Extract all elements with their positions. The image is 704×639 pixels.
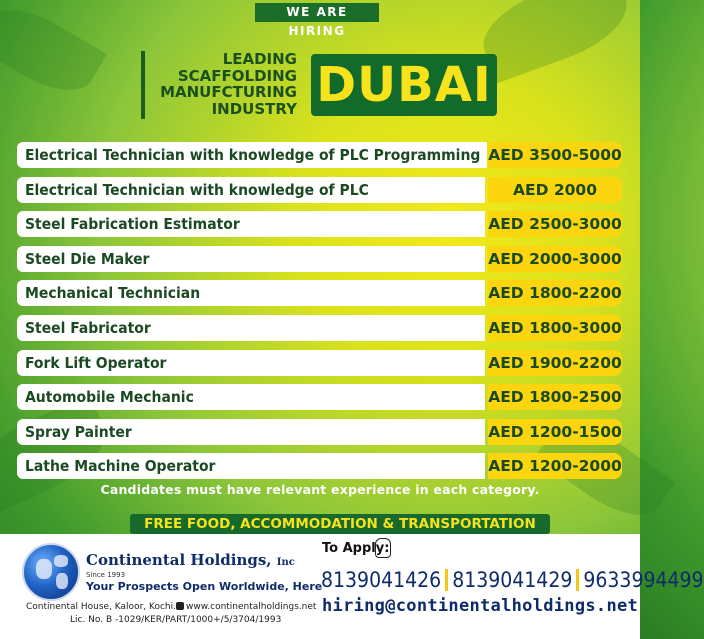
job-salary: AED 1800-2500 [488,384,622,410]
footer [0,534,704,639]
job-salary: AED 1200-1500 [488,419,622,445]
job-row [17,315,625,341]
job-row [17,384,625,410]
job-row [17,211,625,237]
benefits-banner: FREE FOOD, ACCOMMODATION & TRANSPORTATION [130,514,550,534]
company-website[interactable] [176,602,316,612]
job-salary: AED 2000 [488,177,622,203]
job-title: Fork Lift Operator [17,350,485,376]
we-are-hiring-tag: WE ARE HIRING [255,3,379,22]
job-title: Steel Fabrication Estimator [17,211,485,237]
globe-logo-icon [22,543,80,601]
job-row [17,142,625,168]
job-row [17,280,625,306]
phone-number[interactable]: 8139041426 [321,568,442,592]
job-title: Automobile Mechanic [17,384,485,410]
industry-heading [141,51,299,119]
industry-heading-line: MANUFCTURING [160,83,297,101]
phone-numbers [321,568,704,592]
company-suffix: Inc [276,557,295,568]
location-banner [311,54,497,116]
job-salary: AED 3500-5000 [488,142,622,168]
apply-label: To Apply: [322,541,390,556]
phone-number[interactable]: 8139041429 [452,568,573,592]
website-text[interactable]: www.continentalholdings.net [186,602,317,612]
job-salary: AED 1900-2200 [488,350,622,376]
job-row [17,350,625,376]
instagram-icon [176,602,184,610]
industry-heading-line: SCAFFOLDING [177,66,297,85]
job-row [17,246,625,272]
job-title: Steel Fabricator [17,315,485,341]
location-text: DUBAI [316,57,492,113]
company-tagline: Your Prospects Open Worldwide, Here [86,580,323,593]
job-salary: AED 1200-2000 [488,453,622,479]
job-row [17,453,625,479]
pointing-hand-icon [375,538,391,558]
job-title: Mechanical Technician [17,280,485,306]
job-row [17,177,625,203]
since-year: Since 1993 [86,571,126,579]
job-salary: AED 1800-2200 [488,280,622,306]
leaf-decoration [473,0,638,84]
company-name-text: Continental Holdings, [86,551,272,569]
globe-land-shape [54,555,68,567]
company-address: Continental House, Kaloor, Kochi. [26,602,176,612]
job-title: Lathe Machine Operator [17,453,485,479]
globe-land-shape [56,573,68,589]
job-salary: AED 2000-3000 [488,246,622,272]
license-number: Lic. No. B -1029/KER/PART/1000+/5/3704/1993 [70,615,282,625]
job-list [17,142,625,488]
job-title: Spray Painter [17,419,485,445]
phone-separator [576,569,579,591]
job-title: Steel Die Maker [17,246,485,272]
job-row [17,419,625,445]
leaf-decoration [0,0,107,106]
industry-heading-line: INDUSTRY [211,99,297,118]
company-name [86,551,295,569]
job-title: Electrical Technician with knowledge of PLC [17,177,485,203]
phone-separator [445,569,448,591]
job-salary: AED 1800-3000 [488,315,622,341]
globe-land-shape [36,559,52,579]
apply-email[interactable]: hiring@continentalholdings.net [322,596,639,616]
experience-note: Candidates must have relevant experience in each category. [100,482,540,497]
job-title: Electrical Technician with knowledge of PLC Programming [17,142,487,168]
phone-number[interactable]: 9633994499 [583,568,704,592]
industry-heading-line: LEADING [222,50,297,68]
job-salary: AED 2500-3000 [488,211,622,237]
